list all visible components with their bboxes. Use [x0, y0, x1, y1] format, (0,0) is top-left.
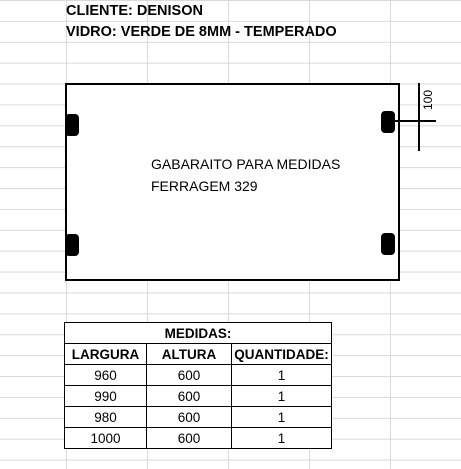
glass-spec-line: VIDRO: VERDE DE 8MM - TEMPERADO [66, 24, 337, 40]
cell-altura: 600 [147, 365, 232, 386]
hinge-top-right [381, 111, 395, 133]
template-text-line-2: FERRAGEM 329 [151, 178, 258, 194]
measurements-table [64, 322, 332, 449]
cell-largura: 960 [65, 365, 147, 386]
table-row [65, 386, 332, 407]
table-title: MEDIDAS: [65, 323, 332, 344]
header-largura: LARGURA [65, 344, 147, 365]
table-row [65, 365, 332, 386]
header-quantidade: QUANTIDADE: [232, 344, 332, 365]
cell-altura: 600 [147, 428, 232, 449]
hinge-bottom-left [65, 234, 79, 256]
cell-altura: 600 [147, 386, 232, 407]
table-row [65, 407, 332, 428]
client-line: CLIENTE: DENISON [66, 3, 203, 19]
cell-altura: 600 [147, 407, 232, 428]
hinge-top-left [65, 114, 79, 136]
cell-quantidade: 1 [232, 407, 332, 428]
dimension-label: 100 [421, 89, 435, 110]
table-row [65, 428, 332, 449]
cell-largura: 980 [65, 407, 147, 428]
dimension-vertical-line [418, 83, 420, 151]
cell-quantidade: 1 [232, 365, 332, 386]
cell-quantidade: 1 [232, 386, 332, 407]
hinge-bottom-right [381, 233, 395, 255]
header-altura: ALTURA [147, 344, 232, 365]
cell-largura: 1000 [65, 428, 147, 449]
dimension-horizontal-line [395, 120, 436, 122]
cell-quantidade: 1 [232, 428, 332, 449]
template-text-line-1: GABARAITO PARA MEDIDAS [151, 156, 341, 172]
cell-largura: 990 [65, 386, 147, 407]
